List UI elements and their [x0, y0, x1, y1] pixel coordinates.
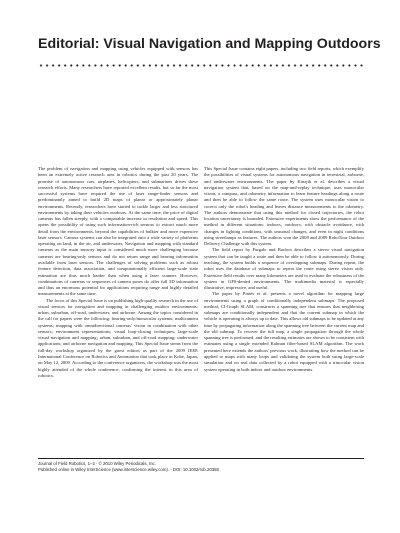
paragraph: The problem of navigation and mapping using vehicles equipped with sensors has been an extremely active research area in robotics during the past 20 years. The promise of autonomous cars, airplanes, helicopters, and submarines drives these research efforts. Many researchers have reported excellent results, but so far the most successful systems have required the use of laser range-finder sensors and predominantly aimed to build 2D maps of planar or approximately planar environments. Recently, researchers have started to tackle larger and less structured environments by taking their vehicles outdoors. At the same time, the price of digital cameras has fallen steeply, with a comparable increase in resolution and speed. This opens the possibility of using such information-rich sensors to extract much more detail from the environments, beyond the capabilities of bulkier and more expensive laser sensors. Camera systems can also be integrated onto a wide variety of platforms operating on land, in the air, and underwater. Navigation and mapping with standard cameras as the main sensory input is considered much more challenging because cameras are bearing-only sensors and do not return range and bearing information available from laser sensors. The challenges of solving problems such as robust feature detection, data association, and computationally efficient large-scale state estimation are thus much harder than when using a laser scanner. However, combinations of cameras or sequences of camera poses do offer full 3D information and thus an enormous potential for applications requiring range and highly detailed measurements at the same time.: [38, 166, 198, 297]
right-column: [204, 166, 364, 373]
paragraph: The field report by Furgale and Barfoot describes a stereo visual navigation system that can be taught a route and then be able to follow it autonomously. During teaching, the system builds a sequence of overlapping submaps. During repeat, the robot uses the database of submaps to repeat the route using stereo vision only. Extensive field results over many kilometers are used to evaluate the robustness of the system in GPS-denied environments. The multimedia material is especially illustrative, impressive, and useful.: [204, 247, 364, 291]
paragraph: This Special Issue contains eight papers, including two field reports, which exemplify the possibilities of visual systems for autonomous navigation in terrestrial, airborne, and underwater environments. The paper by Kinzjik et al. describes a visual navigation system that, based on the map-and-replay technique, uses monocular vision, a compass, and odometry information to learn feature headings along a route and then be able to follow the same route. The system uses monocular vision to correct only the robot's heading and leaves distance measurements to the odometry. The authors demonstrate that using this method for closed trajectories, the robot location uncertainty is bounded. Extensive experiments show the performance of the method in different situations: indoors, outdoors, with obstacle avoidance, with changes in lighting conditions, with seasonal changes, and even in night conditions using streetlamps as features. The authors won the 2008 and 2009 RoboTour Outdoor Delivery Challenge with this system.: [204, 166, 364, 247]
journal-citation: Journal of Field Robotics, 1–2 · © 2010 Wiley Periodicals, Inc.: [38, 461, 156, 466]
page-title: Editorial: Visual Navigation and Mapping Outdoors: [38, 36, 381, 52]
paragraph: The paper by Piniés et al. presents a novel algorithm for mapping large environments using a graph of conditionally independent submaps. The proposed method, CI-Graph SLAM, constructs a spanning tree that ensures that neighboring submaps are conditionally independent and that the current submap in which the vehicle is operating is always up to date. This allows old submaps to be updated at any time by propagating information along the spanning tree between the current map and the old submap. To recover the full map, a single propagation through the whole spanning tree is performed, and the resulting estimates are shown to be consistent with estimates using a single extended Kalman filter-based SLAM algorithm. The work presented here extends the authors' previous work, illustrating how the method can be applied to maps with many loops and validating the system both using large-scale simulation and on real data collected by a robot equipped with a trinocular vision system operating in both indoor and outdoor environments.: [204, 291, 364, 372]
dotted-divider: [38, 64, 364, 67]
footer-rule: [38, 458, 364, 459]
publication-info: Published online in Wiley InterScience (www.interscience.wiley.com). · DOI: 10.1002/rob.20358: [38, 467, 219, 472]
left-column: [38, 166, 198, 379]
paragraph: The focus of this Special Issue is on publishing high-quality research in the use of visual sensors for navigation and mapping in challenging outdoor environments: urban, suburban, off-road, underwater, and airborne. Among the topics considered in the call for papers were the following: bearing-only/monocular systems; multicamera systems; mapping with omnidirectional cameras' vision in combination with other sensors; environment representations; visual loop-closing techniques; large-scale visual navigation and mapping; urban, suburban, and off-road mapping; underwater applications; and airborne navigation and mapping. This Special Issue stems from the full-day workshop organized by the guest editors as part of the 2009 IEEE International Conference on Robotics and Automation that took place in Kobe, Japan, on May 12, 2009. According to the conference organizers, the workshop was the most highly attended of the whole conference, confirming the interest in this area of robotics.: [38, 297, 198, 378]
